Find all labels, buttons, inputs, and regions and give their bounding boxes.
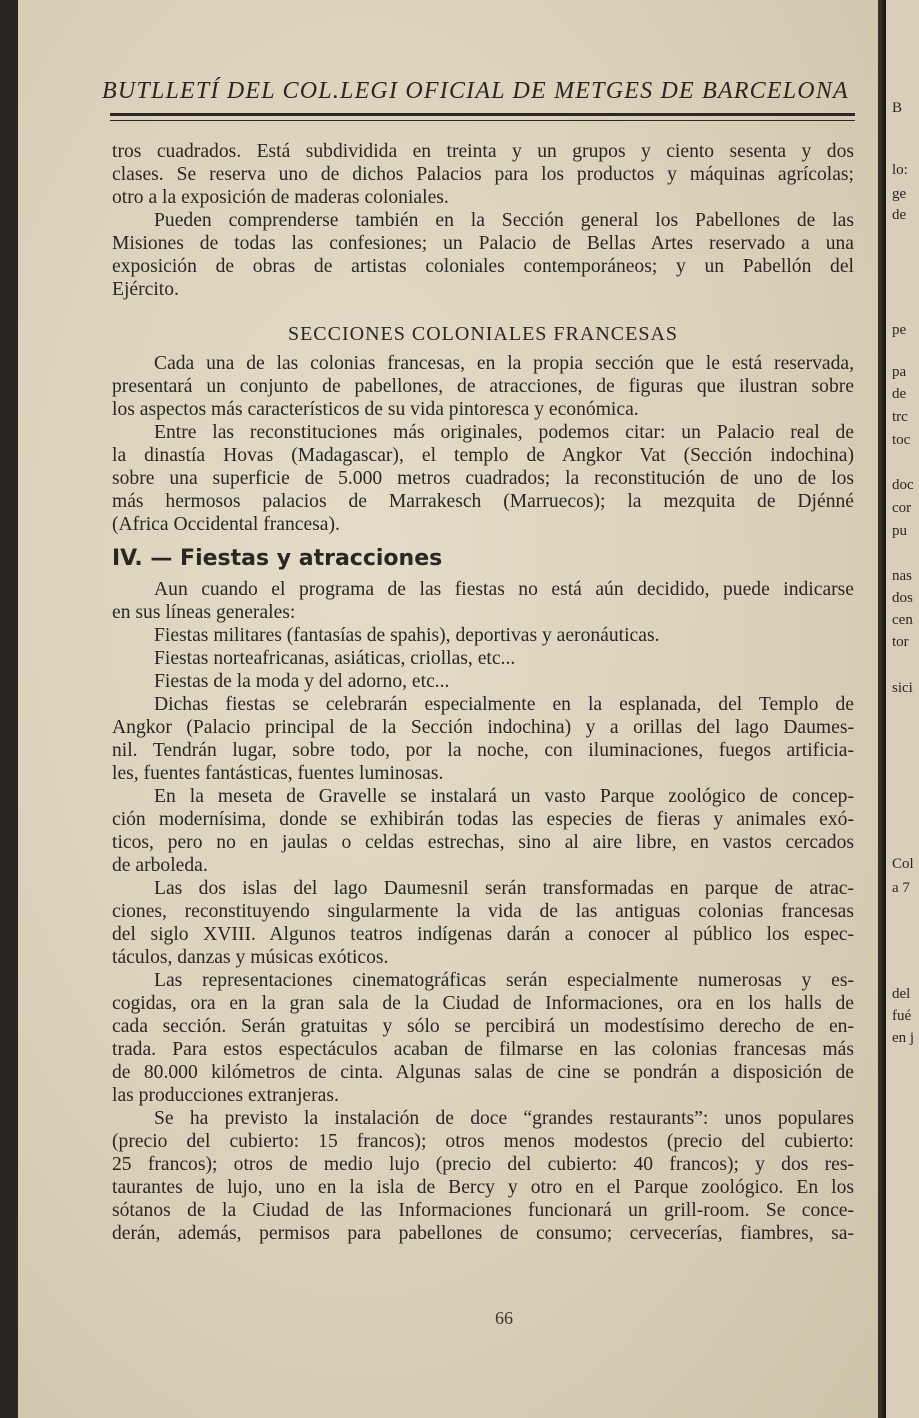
- facing-fragment: toc: [892, 432, 911, 448]
- text-line: en sus líneas generales:: [112, 602, 296, 623]
- text-line: clases. Se reserva uno de dichos Palacios para los productos y máquinas agrícolas;: [112, 164, 854, 185]
- text-line: (Africa Occidental francesa).: [112, 514, 340, 535]
- paragraph: [112, 693, 854, 785]
- text-line: exposición de obras de artistas coloniales contemporáneos; y un Pabellón del: [112, 256, 854, 277]
- facing-fragment: pu: [892, 523, 907, 539]
- facing-fragment: ge: [892, 186, 907, 202]
- facing-fragment: de: [892, 207, 907, 223]
- text-line: Aun cuando el programa de las fiestas no está aún decidido, puede indicarse: [154, 579, 854, 600]
- text-line: cada sección. Serán gratuitas y sólo se percibirá un modestísimo derecho de en-: [112, 1016, 854, 1037]
- facing-fragment: en j: [892, 1030, 915, 1046]
- text-line: Se ha previsto la instalación de doce “grandes restaurants”: unos populares: [154, 1108, 854, 1129]
- facing-fragment: a 7: [892, 880, 910, 896]
- facing-fragment: doc: [892, 477, 914, 493]
- list: [112, 624, 854, 693]
- text-line: (precio del cubierto: 15 francos); otros menos modestos (precio del cubierto:: [112, 1131, 854, 1152]
- facing-fragment: cor: [892, 500, 912, 516]
- text-line: táculos, danzas y músicas exóticos.: [112, 947, 389, 968]
- text-line: trada. Para estos espectáculos acaban de filmarse en las colonias francesas más: [112, 1039, 854, 1060]
- text-line: Cada una de las colonias francesas, en la propia sección que le está reservada,: [154, 353, 854, 374]
- text-line: Entre las reconstituciones más originales, podemos citar: un Palacio real de: [154, 422, 854, 443]
- paragraph: [112, 785, 854, 877]
- text-line: de arboleda.: [112, 855, 208, 876]
- running-header: BUTLLETÍ DEL COL.LEGI OFICIAL DE METGES DE BARCELONA: [102, 78, 849, 104]
- facing-fragment: pe: [892, 322, 907, 338]
- text-line: presentará un conjunto de pabellones, de atracciones, de figuras que ilustran sobre: [112, 376, 854, 397]
- text-line: más hermosos palacios de Marrakesch (Marruecos); la mezquita de Djénné: [112, 491, 854, 512]
- text-line: sobre una superficie de 5.000 metros cuadrados; la reconstitución de uno de los: [112, 468, 854, 489]
- header-rule-thin: [110, 120, 855, 121]
- text-line: ciones, reconstituyendo singularmente la vida de las antiguas colonias francesas: [112, 901, 854, 922]
- facing-fragment: lo:: [892, 162, 908, 178]
- text-line: Las representaciones cinematográficas serán especialmente numerosas y es-: [154, 970, 854, 991]
- text-line: la dinastía Hovas (Madagascar), el templo de Angkor Vat (Sección indochina): [112, 445, 854, 466]
- facing-fragment: fué: [892, 1008, 912, 1024]
- facing-fragment: B: [892, 100, 903, 116]
- text-line: los aspectos más característicos de su vida pintoresca y económica.: [112, 399, 639, 420]
- text-line: ción modernísima, donde se exhibirán todas las especies de fieras y animales exó-: [112, 809, 854, 830]
- text-line: del siglo XVIII. Algunos teatros indígenas darán a conocer al público los espec-: [112, 924, 854, 945]
- text-line: Misiones de todas las confesiones; un Palacio de Bellas Artes reservado a una: [112, 233, 854, 254]
- list-item: Fiestas de la moda y del adorno, etc...: [154, 671, 450, 692]
- text-line: 25 francos); otros de medio lujo (precio del cubierto: 40 francos); y dos res-: [112, 1154, 854, 1175]
- paragraph: [112, 352, 854, 421]
- text-line: otro a la exposición de maderas coloniales.: [112, 187, 449, 208]
- article-body: [112, 140, 854, 1245]
- text-line: Angkor (Palacio principal de la Sección indochina) y a orillas del lago Daumes-: [112, 717, 854, 738]
- paragraph: [112, 969, 854, 1107]
- section-heading: IV. — Fiestas y atracciones: [112, 546, 443, 571]
- header-rule: [110, 113, 855, 116]
- subheading: SECCIONES COLONIALES FRANCESAS: [287, 323, 679, 345]
- text-line: sótanos de la Ciudad de las Informaciones funcionará un grill-room. Se conce-: [112, 1200, 854, 1221]
- paragraph: [112, 421, 854, 536]
- text-line: las producciones extranjeras.: [112, 1085, 339, 1106]
- facing-fragment: del: [892, 986, 911, 1002]
- list-item: Fiestas militares (fantasías de spahis), deportivas y aeronáuticas.: [154, 625, 660, 646]
- paragraph: [112, 578, 854, 624]
- text-line: cogidas, ora en la gran sala de la Ciudad de Informaciones, ora en los halls de: [112, 993, 854, 1014]
- facing-fragment: de: [892, 386, 907, 402]
- text-line: derán, además, permisos para pabellones de consumo; cervecerías, fiambres, sa-: [112, 1223, 854, 1244]
- text-line: ticos, pero no en jaulas o celdas estrechas, sino al aire libre, en vastos cercados: [112, 832, 854, 853]
- facing-page: [886, 0, 919, 1418]
- text-line: de 80.000 kilómetros de cinta. Algunas salas de cine se pondrán a disposición de: [112, 1062, 854, 1083]
- facing-fragment: nas: [892, 568, 912, 584]
- facing-fragment: tor: [892, 634, 909, 650]
- facing-fragment: pa: [892, 364, 907, 380]
- facing-fragment: Col: [892, 856, 914, 872]
- text-line: Las dos islas del lago Daumesnil serán transformadas en parque de atrac-: [154, 878, 854, 899]
- text-line: Dichas fiestas se celebrarán especialmente en la esplanada, del Templo de: [154, 694, 854, 715]
- list-item: Fiestas norteafricanas, asiáticas, criollas, etc...: [154, 648, 516, 669]
- paragraph: [112, 877, 854, 969]
- text-line: Pueden comprenderse también en la Sección general los Pabellones de las: [154, 210, 854, 231]
- text-line: les, fuentes fantásticas, fuentes luminosas.: [112, 763, 444, 784]
- facing-fragment: trc: [892, 409, 908, 425]
- paragraph: [112, 140, 854, 209]
- paragraph: [112, 209, 854, 301]
- text-line: En la meseta de Gravelle se instalará un vasto Parque zoológico de concep-: [154, 786, 854, 807]
- text-line: nil. Tendrán lugar, sobre todo, por la noche, con iluminaciones, fuegos artificia-: [112, 740, 854, 761]
- text-line: Ejército.: [112, 279, 179, 300]
- text-line: tros cuadrados. Está subdividida en treinta y un grupos y ciento sesenta y dos: [112, 141, 854, 162]
- facing-fragment: sici: [892, 680, 913, 696]
- page-number: 66: [495, 1308, 513, 1328]
- paragraph: [112, 1107, 854, 1245]
- facing-fragment: dos: [892, 590, 913, 606]
- facing-fragment: cen: [892, 612, 913, 628]
- text-line: taurantes de lujo, uno en la isla de Bercy y otro en el Parque zoológico. En los: [112, 1177, 854, 1198]
